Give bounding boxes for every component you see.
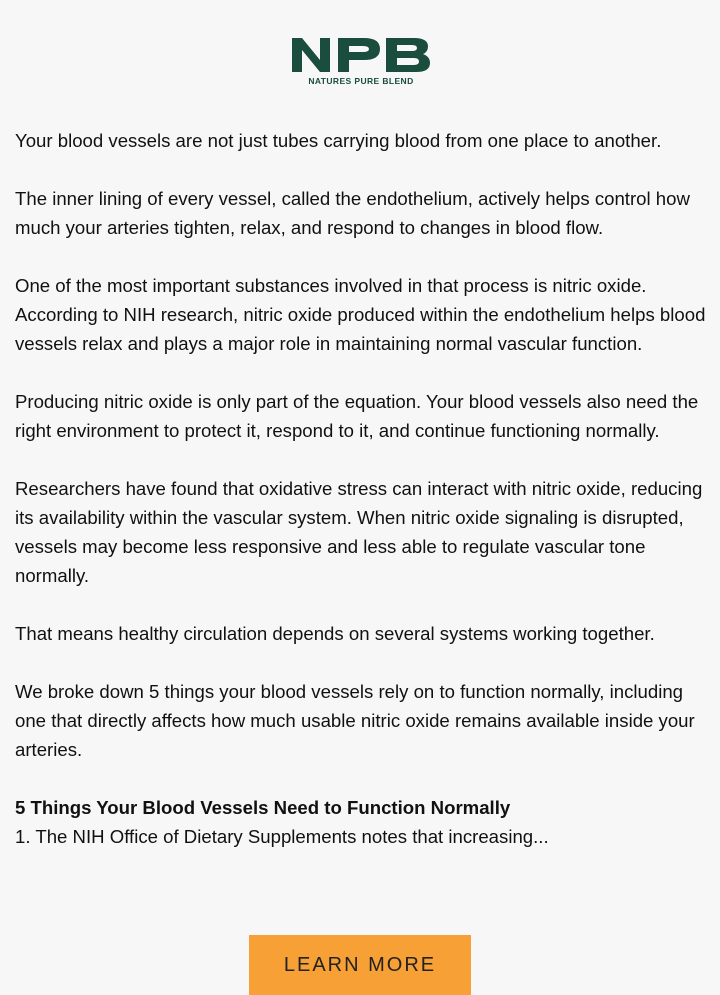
- paragraph-2: The inner lining of every vessel, called the endothelium, actively helps control how much your arteries tighten, relax, and respond to changes in blood flow.: [15, 188, 690, 238]
- article-body: [15, 126, 710, 851]
- paragraph-5: Researchers have found that oxidative stress can interact with nitric oxide, reducing its availability within the vascular system. When nitric oxide signaling is disrupted, vessels may become less responsive and less able to regulate vascular tone normally.: [15, 478, 703, 586]
- paragraph-6: That means healthy circulation depends on several systems working together.: [15, 623, 655, 644]
- brand-tagline: NATURES PURE BLEND: [308, 76, 414, 86]
- paragraph-1: Your blood vessels are not just tubes carrying blood from one place to another.: [15, 130, 662, 151]
- brand-logo[interactable]: [290, 36, 432, 92]
- email-header: [0, 0, 720, 110]
- list-item-preview: 1. The NIH Office of Dietary Supplements notes that increasing...: [15, 826, 549, 847]
- paragraph-4: Producing nitric oxide is only part of the equation. Your blood vessels also need the right environment to protect it, respond to it, and continue functioning normally.: [15, 391, 699, 441]
- paragraph-7: We broke down 5 things your blood vessels rely on to function normally, including one that directly affects how much usable nitric oxide remains available inside your arteries.: [15, 681, 695, 760]
- npb-logo-icon: [290, 36, 432, 74]
- paragraph-3: One of the most important substances involved in that process is nitric oxide. According to NIH research, nitric oxide produced within the endothelium helps blood vessels relax and plays a major role in maintaining normal vascular function.: [15, 275, 706, 354]
- section-title: 5 Things Your Blood Vessels Need to Function Normally: [15, 797, 511, 818]
- learn-more-button[interactable]: LEARN MORE: [249, 935, 471, 995]
